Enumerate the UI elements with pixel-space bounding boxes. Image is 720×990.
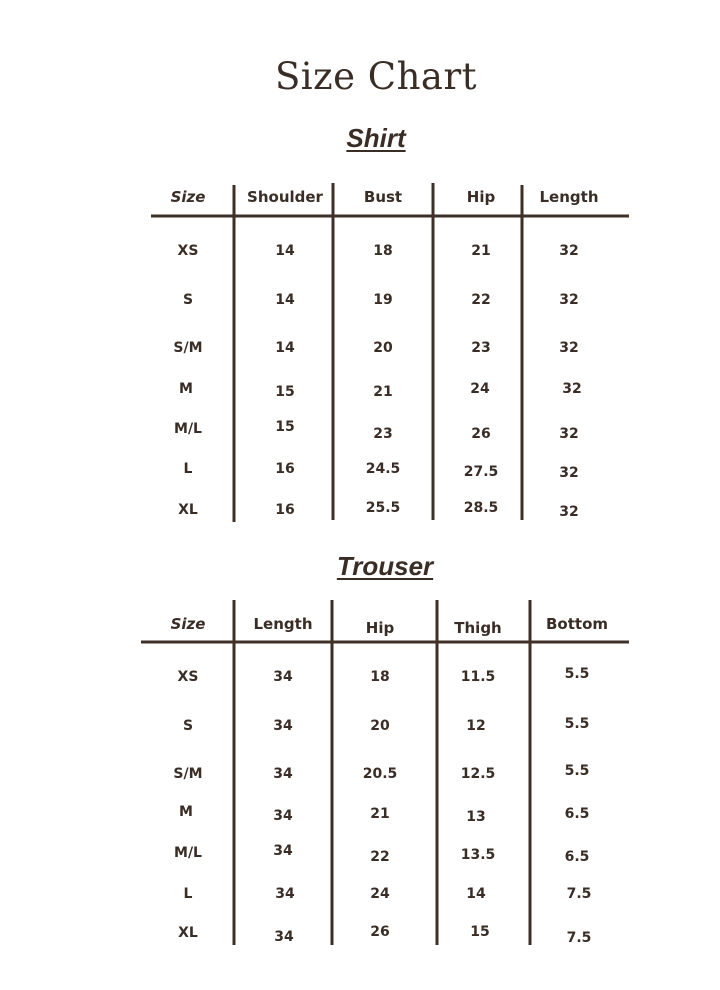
trouser-header-cell: Thigh bbox=[454, 619, 502, 637]
trouser-table-cell: 14 bbox=[466, 886, 486, 902]
shirt-table-cell: S/M bbox=[173, 340, 203, 356]
shirt-header-cell: Shoulder bbox=[247, 188, 323, 206]
shirt-table-cell: XS bbox=[177, 243, 199, 259]
shirt-table-cell: 14 bbox=[275, 243, 295, 259]
trouser-table-cell: 18 bbox=[370, 669, 390, 685]
trouser-table-cell: 20 bbox=[370, 718, 390, 734]
shirt-table bbox=[151, 183, 629, 522]
trouser-table-cell: 12 bbox=[466, 718, 486, 734]
shirt-header-cell: Length bbox=[539, 188, 599, 206]
shirt-table-cell: 24.5 bbox=[365, 461, 401, 477]
shirt-table-cell: 25.5 bbox=[365, 500, 401, 516]
trouser-table-cell: S bbox=[182, 718, 194, 734]
shirt-table-cell: S bbox=[182, 292, 194, 308]
shirt-table-cell: 32 bbox=[559, 465, 579, 481]
shirt-table-cell: 32 bbox=[559, 426, 579, 442]
shirt-table-cell: 32 bbox=[562, 381, 582, 397]
shirt-table-cell: 23 bbox=[471, 340, 491, 356]
trouser-table-cell: 34 bbox=[275, 886, 295, 902]
shirt-table-cell: 32 bbox=[559, 292, 579, 308]
trouser-table-cell: 20.5 bbox=[362, 766, 398, 782]
shirt-header-cell: Hip bbox=[466, 188, 496, 206]
trouser-header-cell: Hip bbox=[365, 619, 395, 637]
trouser-table-cell: M bbox=[179, 804, 193, 820]
trouser-header-cell: Bottom bbox=[545, 615, 609, 633]
trouser-table-cell: 11.5 bbox=[460, 669, 496, 685]
trouser-table-cell: 6.5 bbox=[564, 849, 590, 865]
trouser-table-cell: 24 bbox=[370, 886, 390, 902]
shirt-table-cell: 32 bbox=[559, 340, 579, 356]
trouser-table-cell: 34 bbox=[273, 766, 293, 782]
trouser-section-title: Trouser bbox=[336, 551, 434, 581]
trouser-table-cell: XL bbox=[178, 925, 198, 941]
shirt-table-cell: 16 bbox=[275, 461, 295, 477]
shirt-table-cell: 28.5 bbox=[463, 500, 499, 516]
trouser-table-cell: 5.5 bbox=[564, 763, 590, 779]
trouser-header-cell: Size bbox=[170, 615, 206, 633]
shirt-table-cell: 16 bbox=[275, 502, 295, 518]
trouser-table-cell: 34 bbox=[273, 843, 293, 859]
shirt-table-cell: 27.5 bbox=[463, 464, 499, 480]
trouser-table-cell: 7.5 bbox=[566, 930, 592, 946]
shirt-table-cell: M/L bbox=[174, 421, 202, 437]
trouser-table bbox=[141, 600, 629, 946]
shirt-table-cell: 32 bbox=[559, 243, 579, 259]
shirt-table-cell: L bbox=[183, 461, 193, 477]
shirt-table-cell: 22 bbox=[471, 292, 491, 308]
trouser-table-cell: 13 bbox=[466, 809, 486, 825]
trouser-table-cell: 6.5 bbox=[564, 806, 590, 822]
trouser-table-cell: 21 bbox=[370, 806, 390, 822]
trouser-table-cell: 34 bbox=[273, 669, 293, 685]
shirt-table-cell: 23 bbox=[373, 426, 393, 442]
shirt-header-cell: Size bbox=[170, 188, 206, 206]
trouser-table-cell: S/M bbox=[173, 766, 203, 782]
shirt-table-cell: 15 bbox=[275, 384, 295, 400]
shirt-section-title: Shirt bbox=[346, 123, 406, 153]
trouser-table-cell: 5.5 bbox=[564, 666, 590, 682]
trouser-table-cell: 22 bbox=[370, 849, 390, 865]
trouser-table-cell: 13.5 bbox=[460, 847, 496, 863]
trouser-table-cell: M/L bbox=[174, 845, 202, 861]
shirt-table-cell: 19 bbox=[373, 292, 393, 308]
trouser-table-cell: XS bbox=[177, 669, 199, 685]
shirt-table-cell: XL bbox=[178, 502, 198, 518]
shirt-table-cell: 32 bbox=[559, 504, 579, 520]
trouser-table-cell: 15 bbox=[470, 924, 490, 940]
trouser-table-cell: 5.5 bbox=[564, 716, 590, 732]
trouser-table-cell: 34 bbox=[273, 808, 293, 824]
trouser-table-cell: 26 bbox=[370, 924, 390, 940]
shirt-table-cell: 14 bbox=[275, 292, 295, 308]
shirt-table-cell: 21 bbox=[373, 384, 393, 400]
shirt-table-cell: 15 bbox=[275, 419, 295, 435]
shirt-table-cell: M bbox=[179, 381, 193, 397]
trouser-table-cell: L bbox=[183, 886, 193, 902]
shirt-table-cell: 14 bbox=[275, 340, 295, 356]
trouser-table-cell: 34 bbox=[274, 929, 294, 945]
page-title: Size Chart bbox=[274, 55, 478, 98]
trouser-table-cell: 34 bbox=[273, 718, 293, 734]
shirt-table-cell: 20 bbox=[373, 340, 393, 356]
shirt-table-cell: 21 bbox=[471, 243, 491, 259]
shirt-table-cell: 18 bbox=[373, 243, 393, 259]
shirt-table-cell: 26 bbox=[471, 426, 491, 442]
trouser-table-cell: 12.5 bbox=[460, 766, 496, 782]
trouser-table-cell: 7.5 bbox=[566, 886, 592, 902]
trouser-header-cell: Length bbox=[253, 615, 313, 633]
shirt-header-cell: Bust bbox=[363, 188, 403, 206]
shirt-table-cell: 24 bbox=[470, 381, 490, 397]
